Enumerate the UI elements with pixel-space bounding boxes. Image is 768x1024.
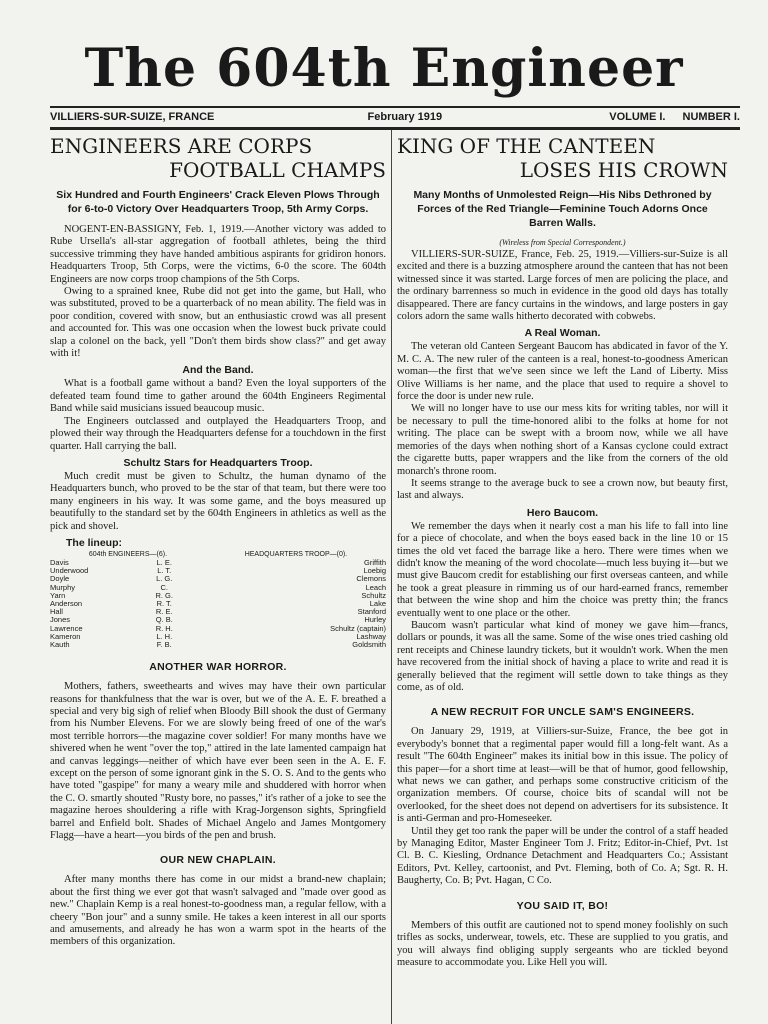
lineup-right-team: HEADQUARTERS TROOP—(0). [244,550,348,558]
lineup-position: Q. B. [155,615,173,625]
canteen-paragraph: We remember the days when it nearly cost a man his life to fall into line for a piece of chocolate, and when the boys eased back in the line 10 or 15 times the old vet faced the barrage like a hero. There were times when we didn't know the meaning of the word chocolate—much less buying it—but we must give Baucom credit for establishing our first overseas canteen, and while he took a great pleasure in rimming us of our hard-earned francs, remember that between the wine shop and him the choice was pretty thin; the francs eventually went to one place or the other. [397,520,728,619]
football-headline-line2: FOOTBALL CHAMPS [169,158,386,182]
football-paragraph: Owing to a sprained knee, Rube did not get into the game, but Hall, who was substituted, proved to be a quarterback of no mean ability. The field was in poor condition, covered with snow, but an enthusiastic crowd was all present and accounted for. This was one occasion when the lowest buck private could slap a colonel on the back, yell "Don't them birds show class?" and get away with it! [50,286,386,360]
lineup-position: C. [160,582,168,592]
lineup-right-player: Schultz (captain) [330,623,386,633]
lineup-left-player: Doyle [50,574,70,584]
dateline-date: February 1919 [367,111,443,123]
canteen-subhead: A Real Woman. [524,327,601,340]
lineup-right-player: Lashway [356,631,386,641]
lineup-left-player: Lawrence [50,623,83,633]
right-column [397,130,728,1024]
lineup-left-player: Underwood [50,566,89,576]
lineup-position: F. B. [156,639,172,649]
lineup-left-player: Hall [50,607,63,617]
football-deck: Six Hundred and Fourth Engineers' Crack Eleven Plows Through for 6-to-0 Victory Over Headquarters Troop, 5th Army Corps. [56,189,380,215]
lineup-row [50,608,386,616]
lineup-row [50,567,386,575]
football-paragraph: NOGENT-EN-BASSIGNY, Feb. 1, 1919.—Another victory was added to Rube Ursella's all-star aggregation of football athletes, being the third successive trimming they have handed ambitious aspirants for gridiron honors. Headquarters Troop, 5th Corps, were the victims, 6-0 the score. The 604th Engineers are now corps troop champions of the 5th Corps. [50,224,386,285]
dateline-volume: VOLUME I. [609,111,666,123]
lineup-position: L. G. [156,574,173,584]
recruit-paragraph: Until they get too rank the paper will be under the control of a staff headed by Managing Editor, Master Engineer Tom J. Fritz; Editor-in-Chief, Pvt. 1st Cl. B. C. Kiesling, Ordnance Detachment and Headquarters Co.; Assistant Editors, Pvt. Kelley, cartoonist, and Pvt. Fleming, both of Co. A; Sgt. R. H. Baugherty, Co. B; Pvt. Hagan, C Co. [397,825,728,887]
lineup-row [50,641,386,649]
said-it-headline: YOU SAID IT, BO! [516,899,609,912]
lineup-right-player: Clemons [356,574,386,584]
dateline-bar [50,106,740,130]
dateline-number: NUMBER I. [682,111,740,123]
lineup-position: L. E. [156,557,172,567]
lineup-position: R. G. [155,590,173,600]
recruit-paragraph: On January 29, 1919, at Villiers-sur-Suize, France, the bee got in everybody's bonnet that a regimental paper would fill a long-felt want. As a result "The 604th Engineer" makes its initial bow in this issue. The policy of this paper—for a short time at least—will be that of humor, good fellowship, what news we can gather, and perhaps some constructive criticism of the organization members. Of course, choice bits of scandal will not be overlooked, for the sheet does not depend on advertisers for its subsistence. It is anti-German and pro-Homeseeker. [397,726,728,825]
canteen-paragraph: The veteran old Canteen Sergeant Baucom has abdicated in favor of the Y. M. C. A. The new ruler of the canteen is a real, honest-to-goodness American woman—the first that we've seen since we left the Land of Liberty. Miss Olive Williams is her name, and the place that used to require a shovel to force the door is under new rule. [397,341,728,403]
lineup-position: L. T. [157,566,172,576]
lineup-right-player: Leach [365,582,386,592]
football-paragraph: The Engineers outclassed and outplayed the Headquarters Troop, and plowed their way through the Headquarters defense for a touchdown in the first quarter. Hall carrying the ball. [50,415,386,452]
said-it-paragraph: Members of this outfit are cautioned not to spend money foolishly on such trifles as socks, underwear, towels, etc. These are supplied to you gratis, and you will always find obliging supply sergeants who are tickled beyond measure to accommodate you. Like Hell you will. [397,919,728,968]
football-headline [50,134,386,182]
left-column [50,130,386,1024]
canteen-deck: Many Months of Unmolested Reign—His Nibs Dethroned by Forces of the Red Triangle—Feminine Touch Adorns Once Barren Walls. [413,189,712,229]
canteen-paragraph: We will no longer have to use our mess kits for writing tables, nor will it be necessary to pull the time-honored alibi to the folks at home for not writing. The place can be swept with a broom now, while we all have memories of the days when nothing short of a Kansas cyclone could extract the cigarette butts, paper wrappers and the like from the corners of the old monarch's throne room. [397,403,728,477]
masthead-title: The 604th Engineer [84,38,684,99]
lineup-position: L. H. [156,631,173,641]
lineup-label: The lineup: [66,536,122,549]
lineup-left-player: Anderson [50,598,83,608]
canteen-wireless-note: (Wireless from Special Correspondent.) [499,238,626,247]
column-rule [391,130,392,1024]
lineup-right-player: Schultz [361,590,386,600]
lineup-left-player: Yarn [50,590,66,600]
dateline-issue [595,111,740,127]
recruit-headline: A NEW RECRUIT FOR UNCLE SAM'S ENGINEERS. [430,706,695,719]
canteen-paragraph: It seems strange to the average buck to see a crown now, but beauty first, last and always. [397,477,728,502]
chaplain-headline: OUR NEW CHAPLAIN. [160,854,276,867]
lineup-right-player: Loebig [363,566,386,576]
football-subhead: Schultz Stars for Headquarters Troop. [123,456,313,469]
lineup-right-player: Lake [369,598,386,608]
lineup-left-player: Jones [50,615,71,625]
lineup-right-player: Stanford [357,607,386,617]
chaplain-paragraph: After many months there has come in our midst a brand-new chaplain; about the first thing we ever got that wasn't salvaged and "made over good as new." Chaplain Kemp is a real honest-to-goodness man, a regular fellow, with a cheery "Bon jour" and a sunny smile. He takes a keen interest in all our sports and amusements, and already he has won a warm spot in the hearts of the members of this organization. [50,874,386,948]
lineup-left-player: Kameron [50,631,81,641]
lineup-row [50,625,386,633]
lineup-row [50,584,386,592]
football-subhead: And the Band. [182,364,254,377]
lineup-row [50,559,386,567]
lineup-left-team: 604th ENGINEERS—(6). [88,550,168,558]
lineup-left-player: Murphy [50,582,76,592]
canteen-paragraph: Baucom wasn't particular what kind of money we gave him—francs, dollars or pounds, it was all the same. Some of the wise ones tried cashing old rent receipts and Chinese laundry tickets, but it wouldn't work. When the men have recovered from the initial shock of having a place to write and read it is generally believed that the regiment will settle down to take things as they come, as of old. [397,619,728,693]
lineup-right-player: Griffith [364,557,386,567]
lineup-row [50,592,386,600]
football-headline-line1: ENGINEERS ARE CORPS [50,134,313,158]
canteen-paragraph: VILLIERS-SUR-SUIZE, France, Feb. 25, 1919.—Villiers-sur-Suize is all excited and there is a buzzing atmosphere around the canteen that has not been witnessed since it was started. Large forces of men are policing the place, and the ordinary barrenness so much in evidence in the good old days has totally disappeared. There are fancy curtains in the windows, and large posters in gay colors adorn the same walls hitherto decorated with cobwebs. [397,249,728,323]
lineup-left-player: Davis [50,557,69,567]
canteen-headline [397,134,728,182]
football-paragraph: Much credit must be given to Schultz, the human dynamo of the Headquarters bunch, who proved to be the star of that team, but there were too many engineers in his way. It was some game, and the boys measured up beautifully to the standard set by the 604th Engineers in athletics as well as the pick and shovel. [50,470,386,532]
canteen-subhead: Hero Baucom. [526,506,599,519]
lineup-position: R. E. [155,607,173,617]
lineup-row [50,600,386,608]
war-horror-paragraph: Mothers, fathers, sweethearts and wives may have their own particular reasons for thankfulness that the war is over, but we of the A. E. F. breathed a special and very big sigh of relief when Bloody Bill shook the dust of Germany from his Number Elevens. For we are slowly being freed of one of the war's most terrible horrors—the magazine cover soldier! For many months have we shivered when he went "over the top," attired in the late lamented campaign hat and canvas leggings—neither of which have ever been seen in the A. E. F. except on the person of some ignorant gink in the S. O. S. And to the gents who have toted "gaspipe" for many a weary mile and shuddered with horror when the C. O. smartly shouted "Rusty bore, no passes," it's rather of a joke to see the magazine heroes shouldering a rifle with Krag-Jorgenson sights, Springfield barrel and Enfield bolt. Shades of Michael Angelo and James Montgomery Flagg—have a heart—you birds of the pen and brush. [50,681,386,842]
lineup-row [50,575,386,583]
canteen-headline-line1: KING OF THE CANTEEN [397,134,656,158]
lineup-header [50,551,386,558]
lineup-right-player: Goldsmith [352,639,386,649]
lineup-position: R. H. [155,623,173,633]
war-horror-headline: ANOTHER WAR HORROR. [149,661,287,674]
lineup-position: R. T. [156,598,172,608]
lineup-right-player: Hurley [364,615,386,625]
lineup-row [50,633,386,641]
lineup-table [50,559,386,649]
lineup-left-player: Kauth [50,639,70,649]
football-paragraph: What is a football game without a band? Even the loyal supporters of the defeated team found time to gather around the 604th Engineers Regimental Band while said musicians issued beaucoup music. [50,378,386,415]
canteen-headline-line2: LOSES HIS CROWN [519,158,728,182]
dateline-place: VILLIERS-SUR-SUIZE, FRANCE [50,111,215,123]
